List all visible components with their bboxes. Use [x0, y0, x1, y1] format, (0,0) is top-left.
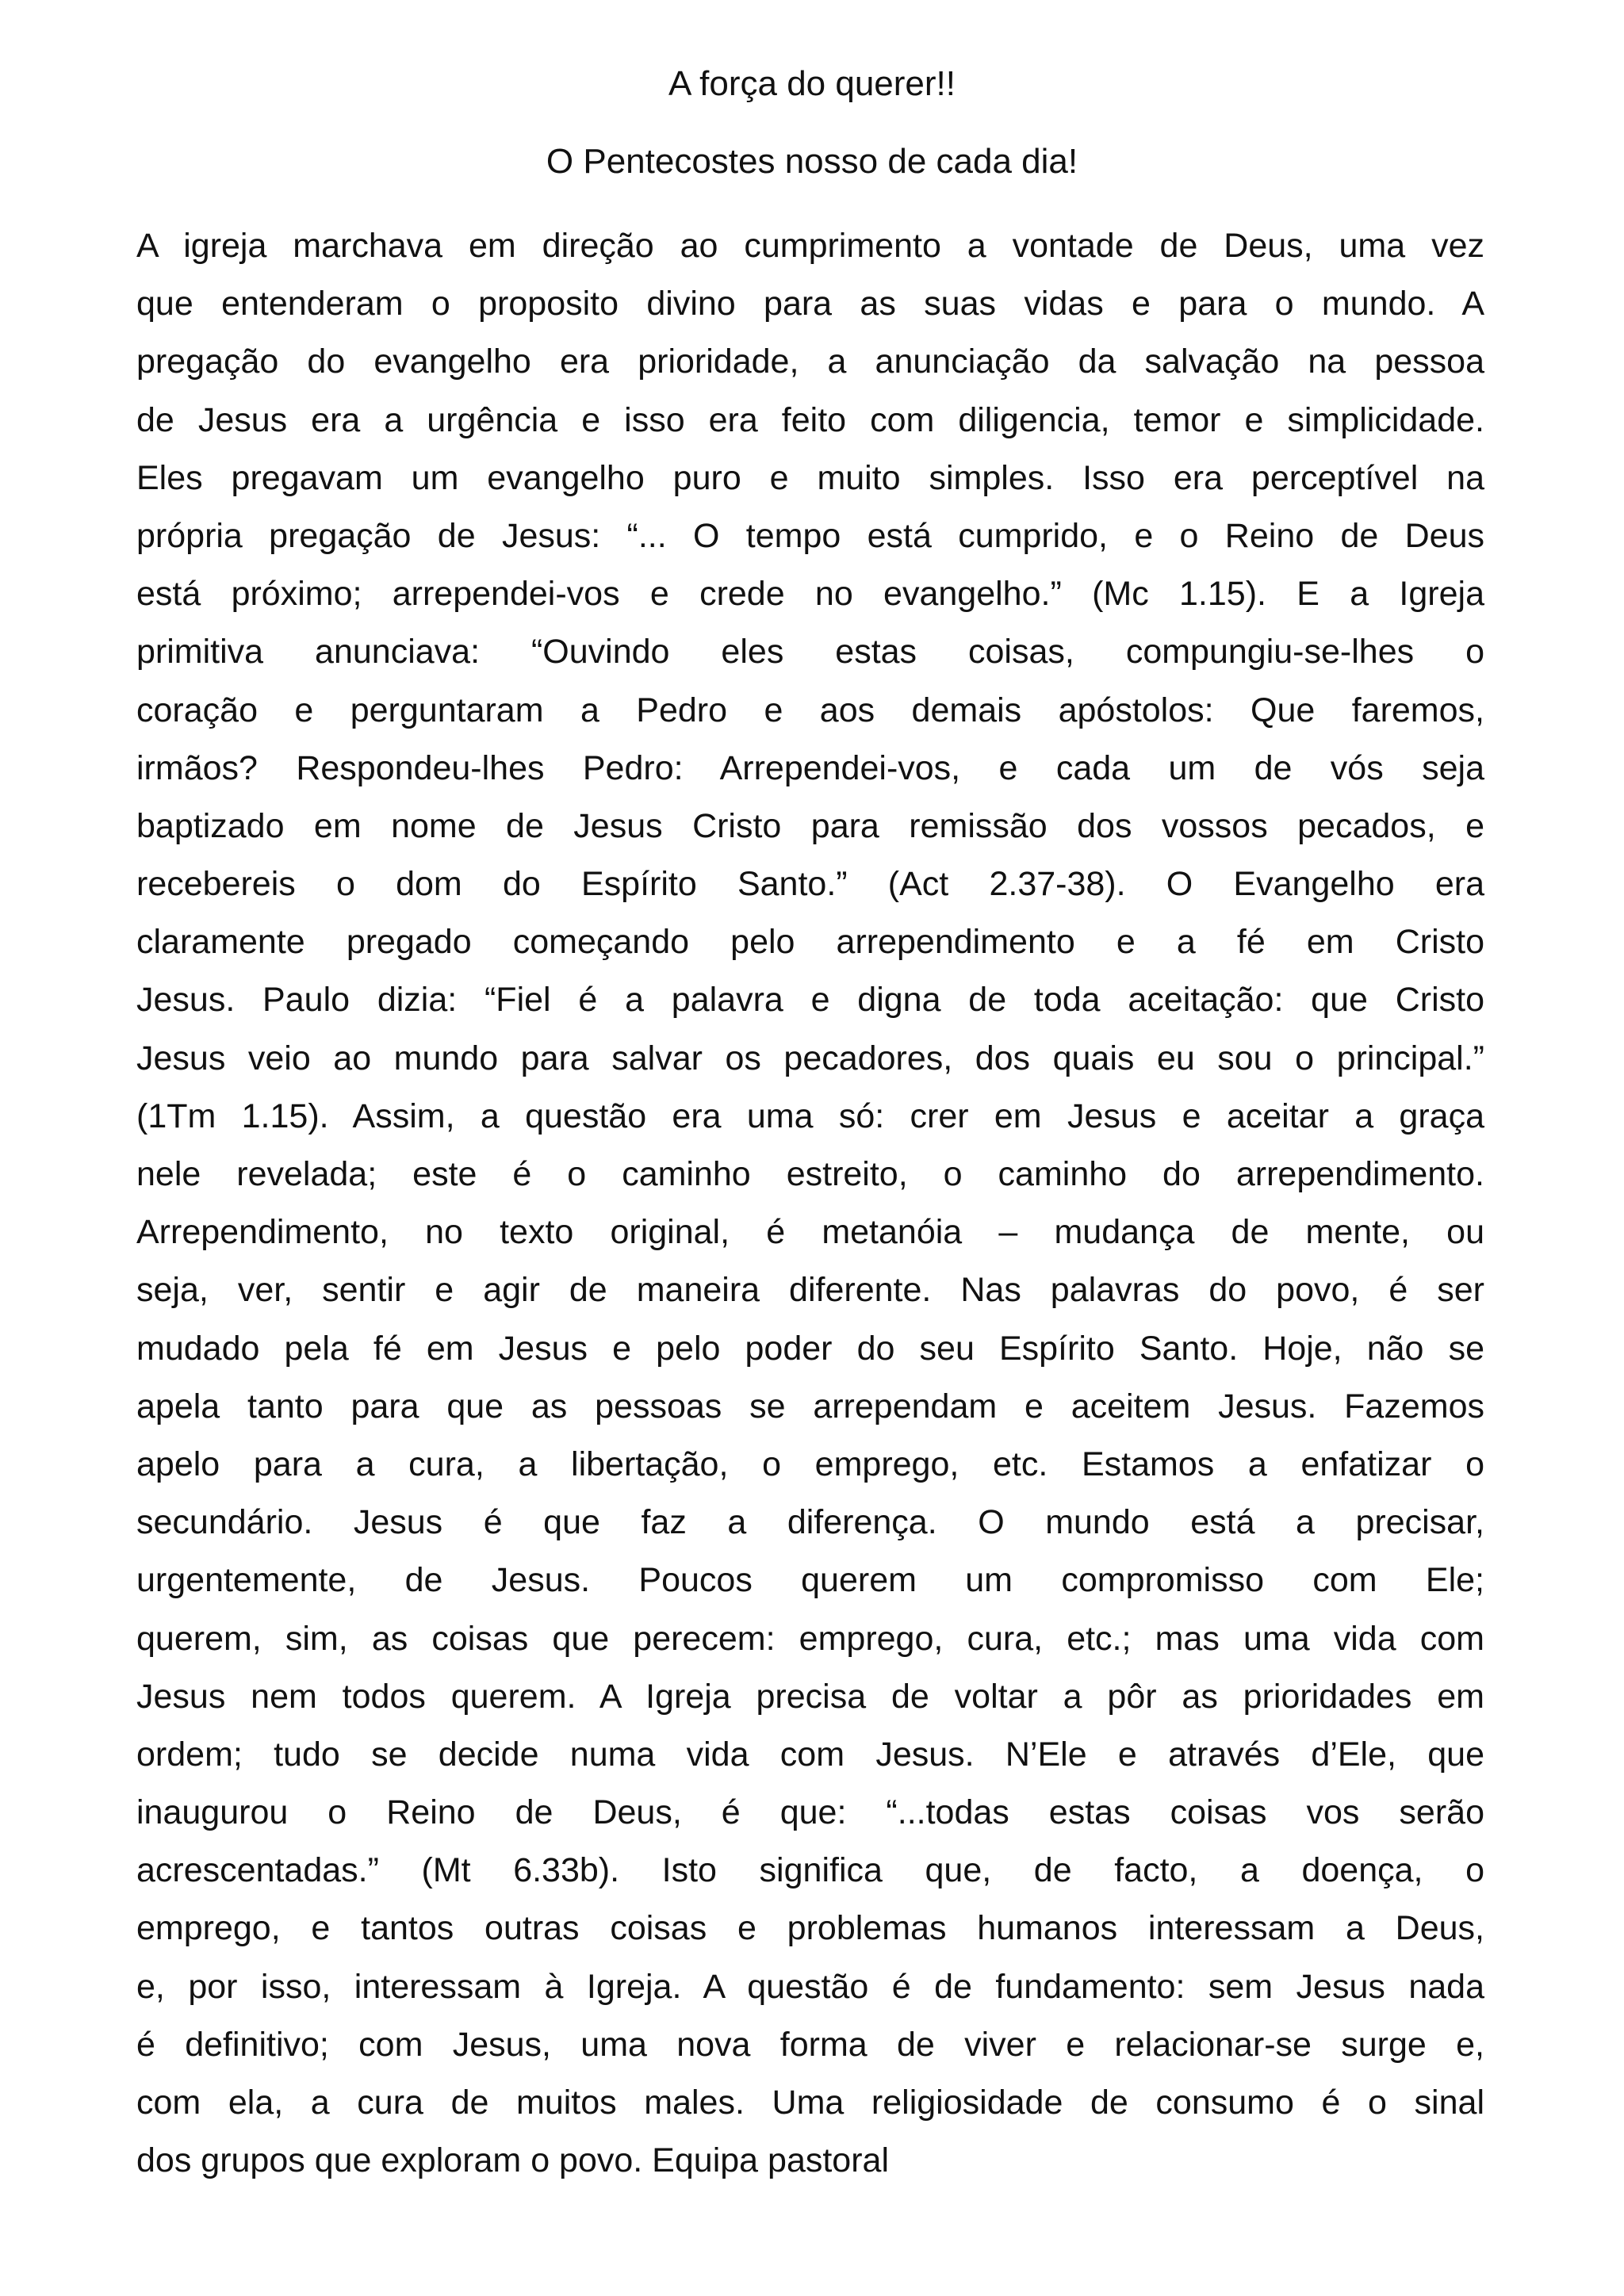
- paragraph-line: mudado pela fé em Jesus e pelo poder do seu Espírito Santo. Hoje, não se: [136, 1329, 1484, 1368]
- paragraph-line: recebereis o dom do Espírito Santo.” (Act 2.37-38). O Evangelho era: [136, 865, 1484, 904]
- paragraph-line: e, por isso, interessam à Igreja. A questão é de fundamento: sem Jesus nada: [136, 1967, 1484, 2006]
- paragraph-line: claramente pregado começando pelo arrependimento e a fé em Cristo: [136, 923, 1484, 962]
- paragraph-line: dos grupos que exploram o povo. Equipa pastoral: [136, 2141, 890, 2180]
- paragraph-line: nele revelada; este é o caminho estreito, o caminho do arrependimento.: [136, 1155, 1484, 1193]
- document-subtitle: O Pentecostes nosso de cada dia!: [546, 142, 1078, 181]
- paragraph-line: própria pregação de Jesus: “... O tempo está cumprido, e o Reino de Deus: [136, 516, 1484, 555]
- paragraph-line: apelo para a cura, a libertação, o emprego, etc. Estamos a enfatizar o: [136, 1445, 1484, 1483]
- paragraph-line: primitiva anunciava: “Ouvindo eles estas coisas, compungiu-se-lhes o: [136, 633, 1484, 672]
- paragraph-line: inaugurou o Reino de Deus, é que: “...todas estas coisas vos serão: [136, 1793, 1484, 1832]
- paragraph-line: pregação do evangelho era prioridade, a anunciação da salvação na pessoa: [136, 342, 1484, 381]
- paragraph-line: apela tanto para que as pessoas se arrependam e aceitem Jesus. Fazemos: [136, 1387, 1484, 1425]
- paragraph-line: Jesus. Paulo dizia: “Fiel é a palavra e digna de toda aceitação: que Cristo: [136, 981, 1484, 1020]
- paragraph-line: urgentemente, de Jesus. Poucos querem um compromisso com Ele;: [136, 1561, 1484, 1600]
- paragraph-line: Jesus nem todos querem. A Igreja precisa de voltar a pôr as prioridades em: [136, 1677, 1484, 1716]
- paragraph-line: baptizado em nome de Jesus Cristo para remissão dos vossos pecados, e: [136, 806, 1484, 845]
- body-paragraph: [136, 217, 1484, 2190]
- paragraph-line: Jesus veio ao mundo para salvar os pecadores, dos quais eu sou o principal.”: [136, 1039, 1484, 1077]
- paragraph-line: de Jesus era a urgência e isso era feito com diligencia, temor e simplicidade.: [136, 400, 1484, 439]
- document-title: A força do querer!!: [668, 64, 956, 103]
- paragraph-line: é definitivo; com Jesus, uma nova forma de viver e relacionar-se surge e,: [136, 2025, 1484, 2064]
- paragraph-line: emprego, e tantos outras coisas e problemas humanos interessam a Deus,: [136, 1909, 1484, 1948]
- paragraph-line: acrescentadas.” (Mt 6.33b). Isto significa que, de facto, a doença, o: [136, 1851, 1484, 1890]
- paragraph-line: irmãos? Respondeu-lhes Pedro: Arrependei-vos, e cada um de vós seja: [136, 748, 1484, 787]
- paragraph-line: (1Tm 1.15). Assim, a questão era uma só: crer em Jesus e aceitar a graça: [136, 1096, 1484, 1135]
- paragraph-line: coração e perguntaram a Pedro e aos demais apóstolos: Que faremos,: [136, 691, 1484, 729]
- paragraph-line: querem, sim, as coisas que perecem: emprego, cura, etc.; mas uma vida com: [136, 1619, 1484, 1658]
- paragraph-line: está próximo; arrependei-vos e crede no evangelho.” (Mc 1.15). E a Igreja: [136, 575, 1484, 614]
- paragraph-line: com ela, a cura de muitos males. Uma religiosidade de consumo é o sinal: [136, 2084, 1484, 2122]
- paragraph-line: ordem; tudo se decide numa vida com Jesus. N’Ele e através d’Ele, que: [136, 1735, 1484, 1774]
- paragraph-line: que entenderam o proposito divino para as suas vidas e para o mundo. A: [136, 285, 1484, 323]
- paragraph-line: Arrependimento, no texto original, é metanóia – mudança de mente, ou: [136, 1213, 1484, 1252]
- paragraph-line: A igreja marchava em direção ao cumprimento a vontade de Deus, uma vez: [136, 227, 1484, 265]
- paragraph-line: seja, ver, sentir e agir de maneira diferente. Nas palavras do povo, é ser: [136, 1271, 1484, 1310]
- paragraph-line: Eles pregavam um evangelho puro e muito simples. Isso era perceptível na: [136, 458, 1484, 497]
- paragraph-line: secundário. Jesus é que faz a diferença. O mundo está a precisar,: [136, 1503, 1484, 1542]
